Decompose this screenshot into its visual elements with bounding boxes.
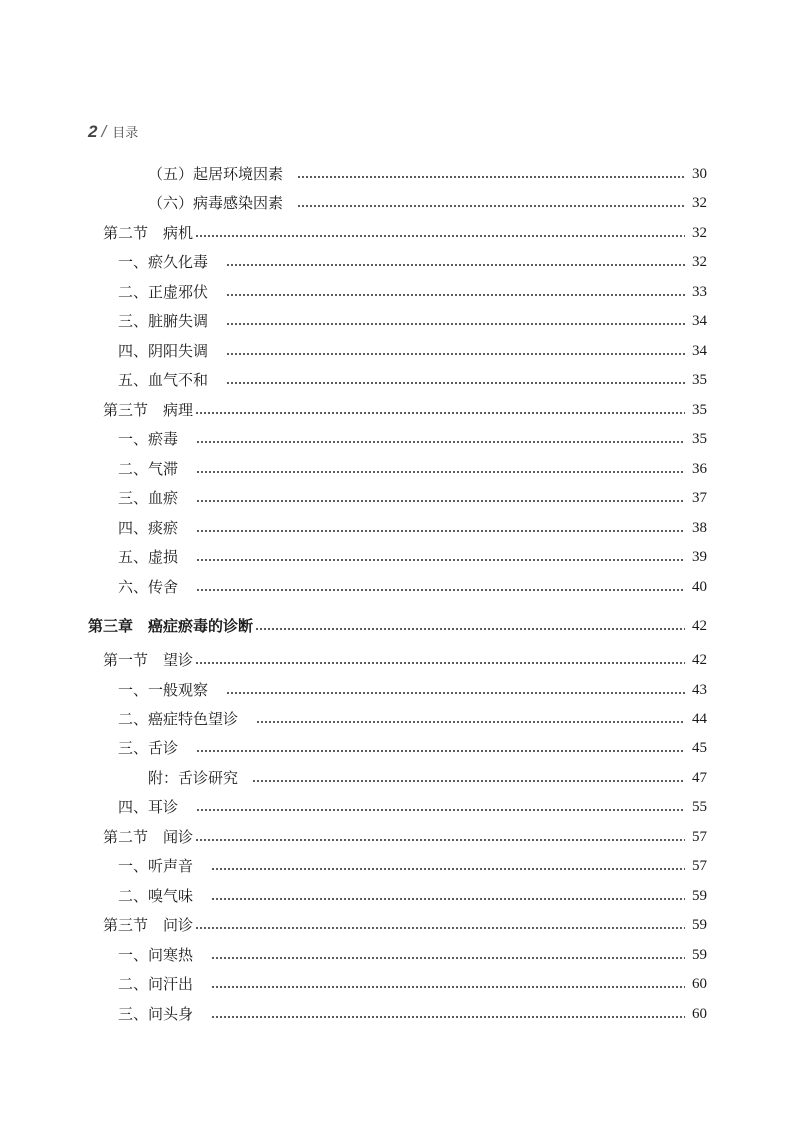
dot-leader [196,577,685,597]
toc-entry-page-number: 60 [692,1006,707,1022]
toc-entry[interactable] [118,974,707,994]
toc-entry-page-number: 33 [692,284,707,300]
toc-entry[interactable] [118,680,707,700]
toc-entry-label: 四、痰瘀 [118,519,179,537]
toc-entry[interactable] [118,738,707,758]
toc-entry[interactable] [118,252,707,272]
dot-leader [195,223,685,243]
dot-leader [211,1004,685,1024]
toc-chapter-entry[interactable] [88,616,707,636]
dot-leader [255,616,685,636]
toc-entry[interactable] [148,768,707,788]
toc-entry-label: 第三节 问诊 [103,916,194,934]
toc-entry-label: （六）病毒感染因素 [148,194,284,212]
dot-leader [226,282,685,302]
dot-leader [195,650,685,670]
toc-entry-label: 五、血气不和 [118,371,209,389]
toc-entry-label: 三、血瘀 [118,489,179,507]
toc-entry[interactable] [118,709,707,729]
toc-entry[interactable] [118,1004,707,1024]
toc-entry-label: 一、问寒热 [118,946,194,964]
toc-entry-page-number: 32 [692,225,707,241]
dot-leader [196,488,685,508]
toc-entry-page-number: 43 [692,682,707,698]
toc-entry-page-number: 35 [692,402,707,418]
toc-entry-label: 第三节 病理 [103,401,194,419]
toc-entry[interactable] [148,193,707,213]
toc-entry-label: 二、嗅气味 [118,887,194,905]
toc-entry-page-number: 59 [692,917,707,933]
dot-leader [211,886,685,906]
toc-entry-page-number: 44 [692,711,707,727]
toc-entry-page-number: 60 [692,976,707,992]
dot-leader [297,164,685,184]
toc-entry-page-number: 57 [692,858,707,874]
toc-entry-page-number: 59 [692,888,707,904]
toc-entry[interactable] [118,547,707,567]
header-page-number: 2 [88,122,98,141]
toc-entry-label: 一、听声音 [118,857,194,875]
toc-section-entry[interactable] [103,827,707,847]
toc-entry-label: 第三章 癌症瘀毒的诊断 [88,617,254,635]
toc-entry-page-number: 55 [692,799,707,815]
dot-leader [211,974,685,994]
dot-leader [196,459,685,479]
toc-entry[interactable] [118,311,707,331]
toc-entry-label: 二、正虚邪伏 [118,283,209,301]
toc-entry-page-number: 32 [692,195,707,211]
dot-leader [226,311,685,331]
toc-entry-page-number: 47 [692,770,707,786]
dot-leader [226,252,685,272]
toc-entry[interactable] [118,797,707,817]
dot-leader [195,915,685,935]
toc-section-entry[interactable] [103,400,707,420]
toc-entry-label: 六、传舍 [118,578,179,596]
toc-entry-page-number: 42 [692,618,707,634]
toc-entry[interactable] [118,886,707,906]
toc-entry-page-number: 59 [692,947,707,963]
toc-entry[interactable] [118,429,707,449]
toc-entry[interactable] [148,164,707,184]
dot-leader [256,709,685,729]
toc-entry-label: 三、问头身 [118,1005,194,1023]
toc-entry-label: 一、一般观察 [118,681,209,699]
header-slash: / [101,122,107,141]
toc-entry[interactable] [118,341,707,361]
dot-leader [196,547,685,567]
toc-entry-page-number: 34 [692,343,707,359]
toc-entry-page-number: 30 [692,166,707,182]
dot-leader [211,945,685,965]
toc-entry[interactable] [118,518,707,538]
toc-entry-label: 一、瘀久化毒 [118,253,209,271]
toc-entry-label: 第二节 病机 [103,224,194,242]
toc-entry-page-number: 38 [692,520,707,536]
toc-entry-label: 一、瘀毒 [118,430,179,448]
toc-section-entry[interactable] [103,650,707,670]
toc-entry[interactable] [118,370,707,390]
dot-leader [195,400,685,420]
header-title: 目录 [112,126,139,141]
dot-leader [226,370,685,390]
dot-leader [196,797,685,817]
toc-entry-label: 三、舌诊 [118,739,179,757]
toc-entry-page-number: 36 [692,461,707,477]
toc-entry-page-number: 35 [692,431,707,447]
toc-entry[interactable] [118,856,707,876]
toc-entry-page-number: 35 [692,372,707,388]
dot-leader [252,768,685,788]
toc-entry-label: 二、癌症特色望诊 [118,710,239,728]
toc-entry-page-number: 32 [692,254,707,270]
toc-section-entry[interactable] [103,223,707,243]
toc-entry-page-number: 37 [692,490,707,506]
dot-leader [195,827,685,847]
toc-entry-label: 三、脏腑失调 [118,312,209,330]
toc-entry-page-number: 45 [692,740,707,756]
toc-entry-label: 二、气滞 [118,460,179,478]
toc-entry-label: （五）起居环境因素 [148,165,284,183]
toc-entry-page-number: 42 [692,652,707,668]
dot-leader [226,341,685,361]
toc-entry-label: 五、虚损 [118,548,179,566]
toc-entry-label: 第一节 望诊 [103,651,194,669]
running-header [88,122,138,142]
toc-entry-label: 第二节 闻诊 [103,828,194,846]
toc-entry-page-number: 34 [692,313,707,329]
toc-entry[interactable] [118,577,707,597]
toc-entry[interactable] [118,282,707,302]
dot-leader [196,429,685,449]
dot-leader [196,738,685,758]
toc-entry-page-number: 57 [692,829,707,845]
dot-leader [226,680,685,700]
toc-entry[interactable] [118,945,707,965]
toc-entry-label: 四、耳诊 [118,798,179,816]
toc-entry-page-number: 40 [692,579,707,595]
dot-leader [297,193,685,213]
toc-section-entry[interactable] [103,915,707,935]
toc-entry[interactable] [118,488,707,508]
toc-entry[interactable] [118,459,707,479]
dot-leader [211,856,685,876]
toc-entry-label: 二、问汗出 [118,975,194,993]
dot-leader [196,518,685,538]
toc-entry-label: 附：舌诊研究 [148,769,239,787]
toc-entry-page-number: 39 [692,549,707,565]
toc-entry-label: 四、阴阳失调 [118,342,209,360]
